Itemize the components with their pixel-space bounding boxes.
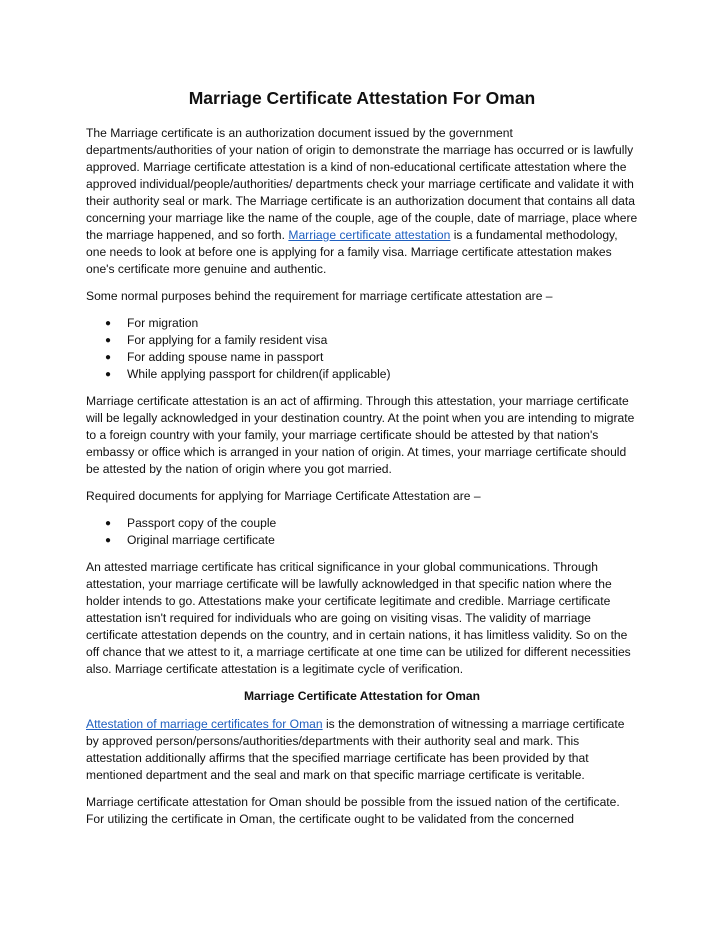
closing-paragraph: Marriage certificate attestation for Oman should be possible from the issued nation of the certificate. For utilizing the certificate in Oman, the certificate ought to be validated from the concerned bbox=[86, 795, 620, 826]
document-body bbox=[86, 86, 638, 838]
bullet-icon: ● bbox=[105, 535, 112, 546]
intro-text: The Marriage certificate is an authorization document issued by the government departments/authorities of your nation of origin to demonstrate the marriage has occurred or is lawfully approved. Marriage certificate attestation is a kind of non-educational certificate attestation where the approved individual/people/authorities/ departments check your marriage certificate and validate it with their authority seal or mark. The Marriage certificate is an authorization document that contains all data concerning your marriage like the name of the couple, age of the couple, date of marriage, place where the marriage happened, and so forth. bbox=[86, 126, 638, 242]
intro-text-continued: is a fundamental methodology, one needs to look at before one is applying for a family visa. Marriage certificate attestation makes one's certificate more genuine and authentic. bbox=[86, 228, 618, 276]
bullet-icon: ● bbox=[105, 335, 112, 346]
attestation-for-oman-link[interactable]: Attestation of marriage certificates for Oman bbox=[86, 717, 323, 731]
bullet-icon: ● bbox=[105, 318, 112, 329]
bullet-icon: ● bbox=[105, 518, 112, 529]
documents-intro: Required documents for applying for Marriage Certificate Attestation are – bbox=[86, 489, 481, 503]
purposes-list bbox=[86, 315, 638, 383]
significance-paragraph: An attested marriage certificate has critical significance in your global communications. Through attestation, your marriage certificate will be lawfully acknowledged in that specific nation where the holder intends to go. Attestations make your certificate legitimate and credible. Marriage certificate attestation isn't required for individuals who are going on visiting visas. The validity of marriage certificate attestation depends on the country, and in certain nations, it has limitless validity. So on the off chance that we attest to it, a marriage certificate at one time can be utilized for different necessities also. Marriage certificate attestation is a legitimate cycle of verification. bbox=[86, 560, 631, 676]
affirming-paragraph: Marriage certificate attestation is an act of affirming. Through this attestation, your marriage certificate will be legally acknowledged in your destination country. At the point when you are intending to migrate to a foreign country with your family, your marriage certificate should be attested by that nation's embassy or office which is arranged in your nation of origin. At times, your marriage certificate should be attested by the nation of origin where you got married. bbox=[86, 394, 635, 476]
documents-list bbox=[86, 515, 638, 549]
page-title: Marriage Certificate Attestation For Oman bbox=[188, 88, 536, 108]
bullet-icon: ● bbox=[105, 352, 112, 363]
oman-attestation-text: is the demonstration of witnessing a marriage certificate by approved person/persons/authorities/departments with their authority seal and mark. This attestation additionally affirms that the specified marriage certificate has been provided by that mentioned department and the seal and mark on that specific marriage certificate is veritable. bbox=[86, 717, 625, 782]
oman-attestation-paragraph bbox=[86, 716, 638, 784]
list-item: ● Passport copy of the couple bbox=[105, 516, 277, 530]
list-item: ● For applying for a family resident visa bbox=[105, 333, 328, 347]
intro-paragraph bbox=[86, 125, 638, 278]
marriage-certificate-attestation-link[interactable]: Marriage certificate attestation bbox=[288, 228, 451, 242]
list-item: ● While applying passport for children(if applicable) bbox=[105, 367, 391, 381]
list-item: ● For migration bbox=[105, 316, 199, 330]
list-item: ● For adding spouse name in passport bbox=[105, 350, 324, 364]
section-subheading: Marriage Certificate Attestation for Oman bbox=[243, 689, 481, 703]
list-item: ● Original marriage certificate bbox=[105, 533, 275, 547]
purposes-intro: Some normal purposes behind the requirement for marriage certificate attestation are – bbox=[86, 289, 553, 303]
bullet-icon: ● bbox=[105, 369, 112, 380]
